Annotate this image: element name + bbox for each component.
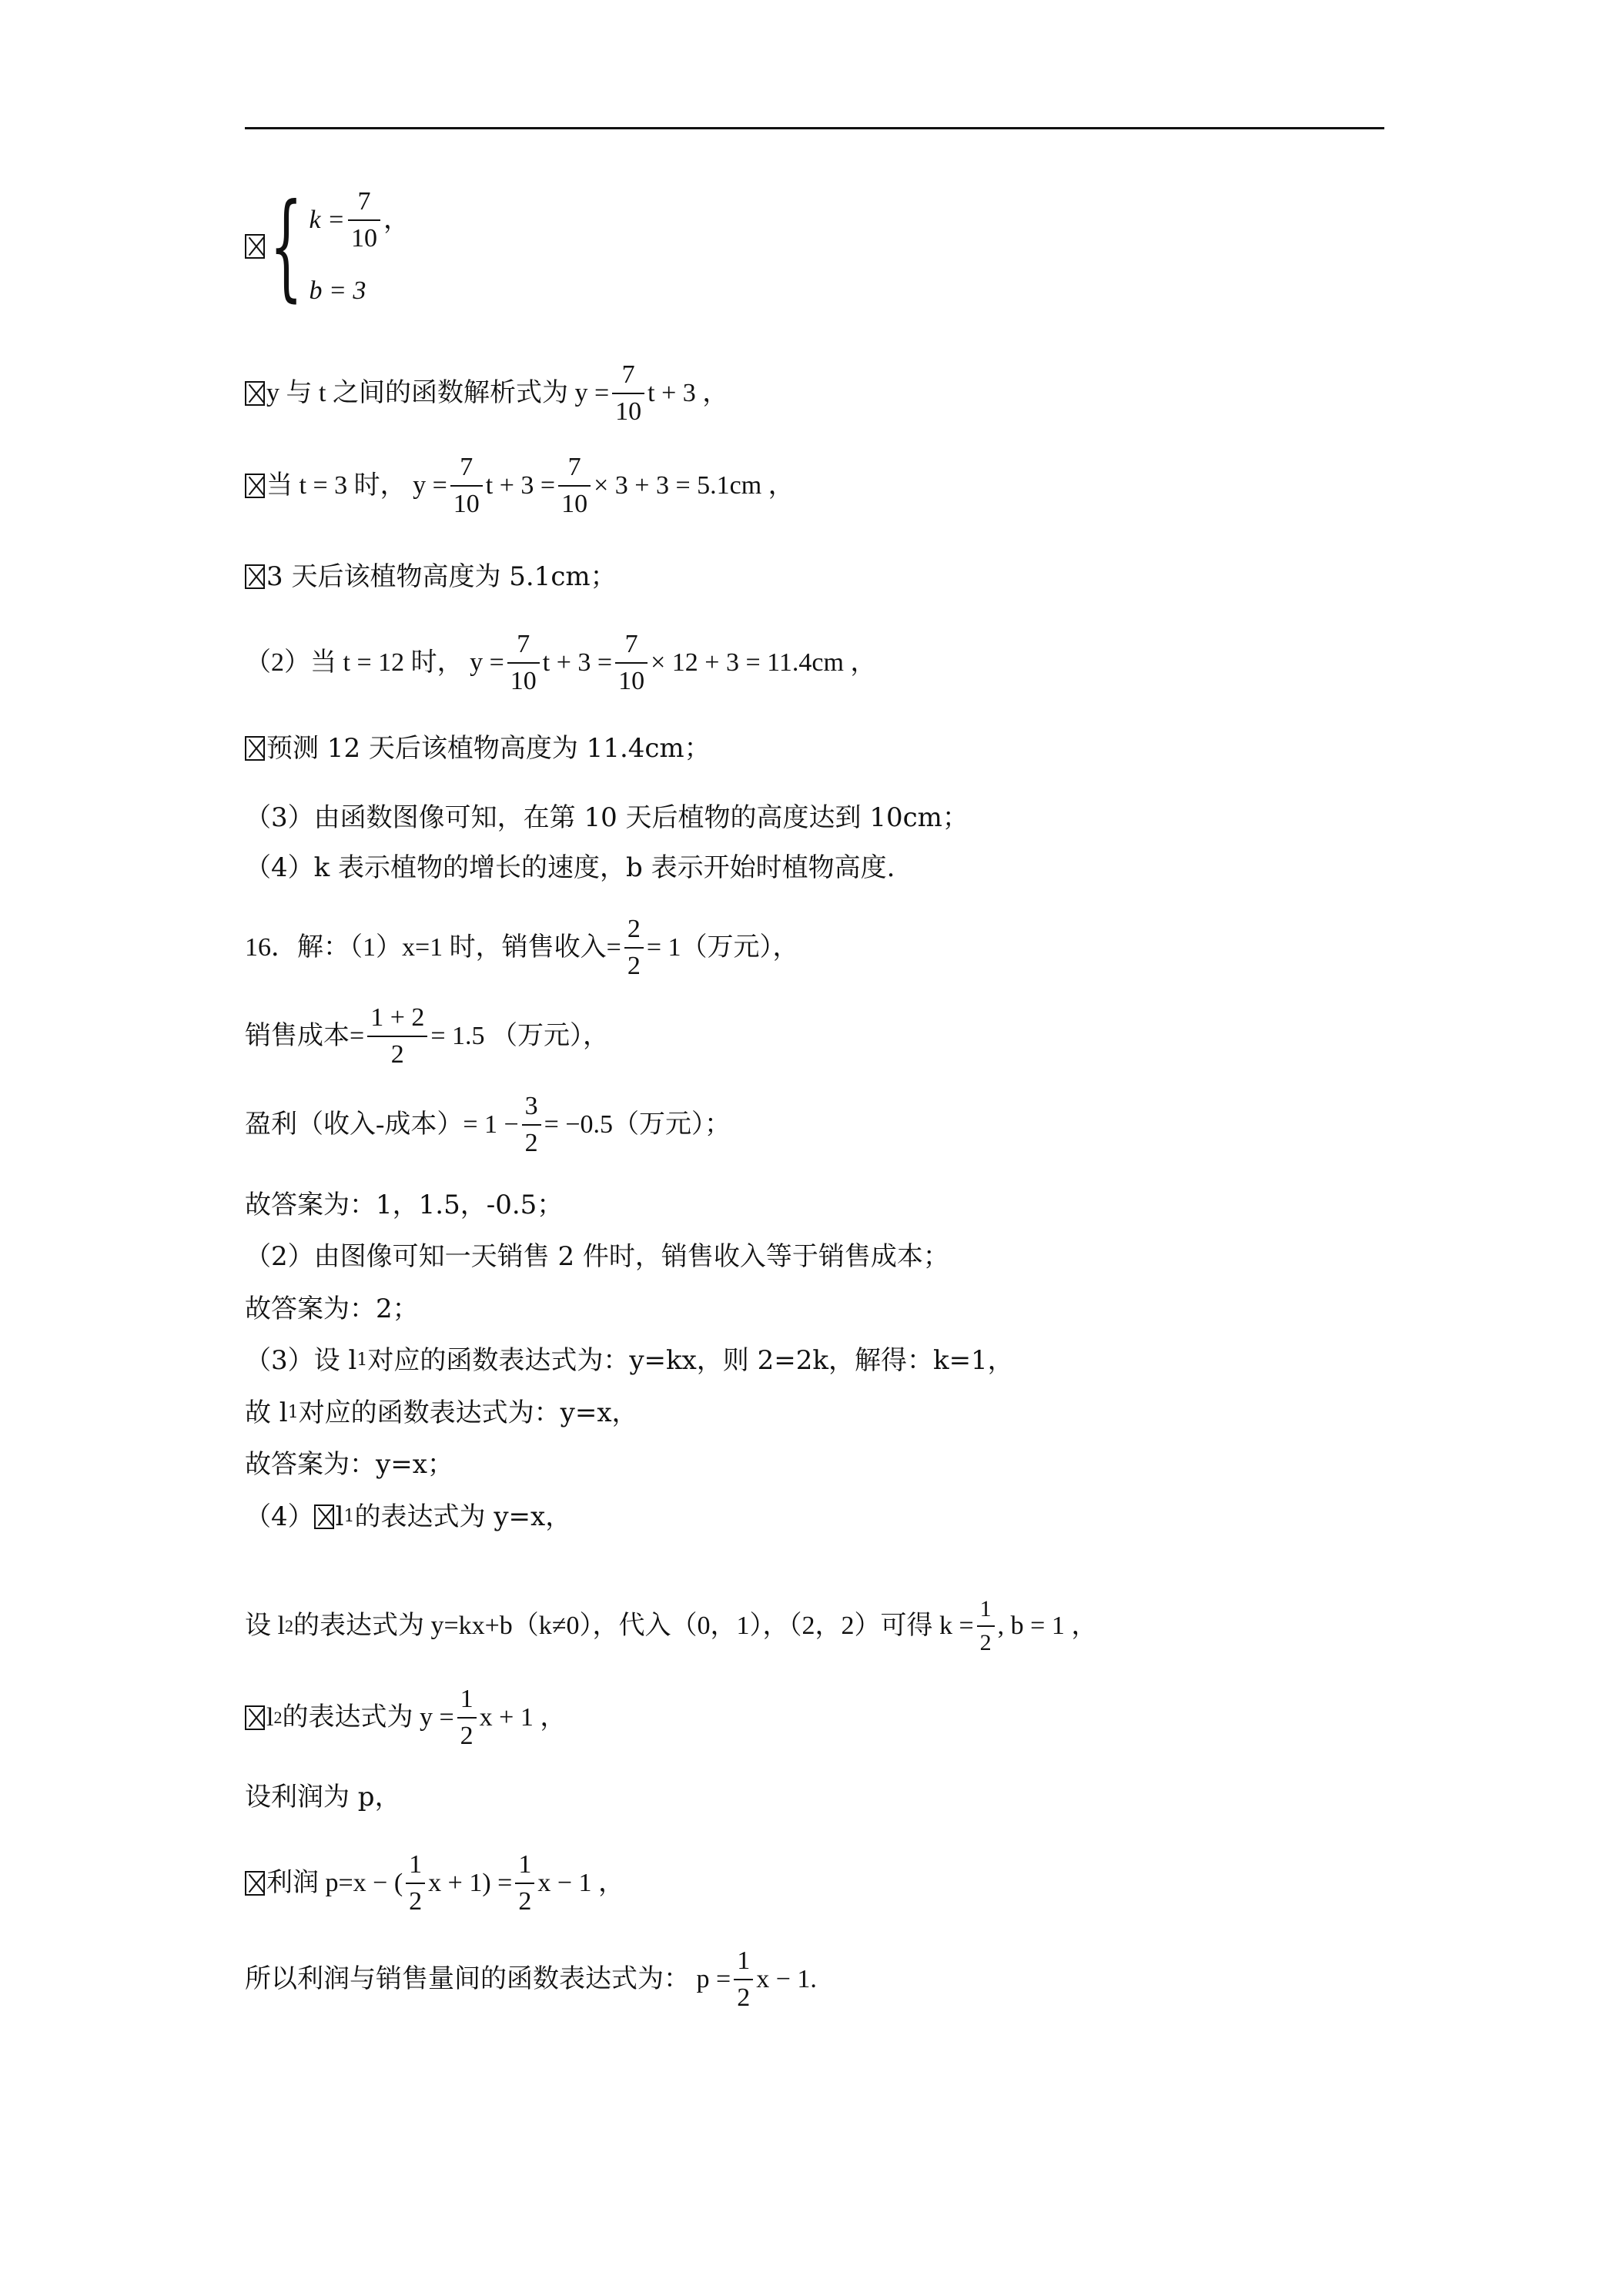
header-rule: [245, 127, 1384, 129]
profit-line: [245, 1093, 731, 1156]
text: 盈利（收入-成本）= 1 −: [245, 1110, 519, 1139]
fraction: [615, 631, 648, 694]
text: 设利润为 p，: [245, 1782, 401, 1812]
fraction-numerator: 1: [737, 1946, 751, 1975]
text: （3）设 l: [245, 1345, 357, 1376]
fraction-numerator: 1: [979, 1596, 992, 1622]
text: 所以利润与销售量间的函数表达式为： p =: [245, 1965, 731, 1993]
text: （3）由函数图像可知，在第 10 天后植物的高度达到 10cm；: [245, 802, 969, 833]
fraction-numerator: 2: [627, 915, 641, 943]
function-expression-line: [245, 362, 728, 425]
fraction: [612, 362, 644, 425]
text: x + 1) =: [428, 1869, 513, 1897]
fraction-numerator: 1: [518, 1850, 532, 1879]
answer-3-line: [245, 802, 969, 833]
answer-line: [245, 1192, 563, 1218]
fraction: [977, 1598, 995, 1655]
subscript: 2: [273, 1708, 283, 1727]
missing-glyph-icon: [245, 564, 265, 589]
fraction-numerator: 1: [460, 1685, 474, 1713]
fraction-numerator: 1 + 2: [370, 1003, 425, 1032]
prediction-line: [245, 733, 711, 764]
calc-t3-line: [245, 454, 795, 517]
missing-glyph-icon: [245, 474, 265, 498]
eq-b-value: b = 3: [309, 276, 366, 305]
subscript: 1: [356, 1350, 368, 1370]
missing-glyph-icon: [245, 736, 265, 761]
text: 故 l: [245, 1397, 288, 1428]
text: 故答案为：2；: [245, 1294, 419, 1324]
text: 的表达式为 y=kx+b（k≠0），代入（0，1），（2，2）可得 k =: [293, 1612, 974, 1640]
text: 设 l: [245, 1612, 285, 1640]
text: = 1.5 （万元），: [430, 1022, 610, 1050]
text: 的表达式为 y=x，: [354, 1501, 572, 1532]
fraction-denominator: 2: [627, 952, 641, 980]
part3-conclusion-line: [245, 1397, 638, 1428]
text: 16．解：（1）x=1 时，销售收入=: [245, 933, 621, 962]
text: 故答案为：1，1.5，-0.5；: [245, 1190, 564, 1220]
fraction-denominator: 2: [737, 1983, 751, 2012]
missing-glyph-icon: [314, 1504, 334, 1529]
fraction: [734, 1948, 753, 2011]
text: 预测 12 天后该植物高度为 11.4cm；: [266, 733, 711, 764]
text: x + 1 ，: [479, 1703, 567, 1732]
text: x − 1.: [756, 1965, 817, 1993]
text: , b = 1 ，: [997, 1612, 1098, 1640]
subscript: 2: [284, 1616, 293, 1635]
missing-glyph-icon: [245, 234, 265, 259]
text: （4）: [245, 1501, 314, 1532]
fraction-denominator: 10: [453, 490, 480, 518]
missing-glyph-icon: [245, 381, 265, 406]
fraction: [348, 189, 380, 252]
l2-expression-line: [245, 1686, 566, 1749]
fraction-numerator: 1: [409, 1850, 423, 1879]
text: 故答案为：y=x；: [245, 1449, 453, 1480]
eq-k-label: k =: [309, 206, 345, 234]
profit-calc-line: [245, 1852, 624, 1915]
text: （2）当 t = 12 时， y =: [245, 648, 504, 677]
equation-system: [309, 189, 410, 304]
text: 利润 p=x − (: [266, 1869, 403, 1897]
part3-line: [245, 1347, 1014, 1374]
fraction-numerator: 7: [624, 630, 638, 658]
text: 对应的函数表达式为：y=kx，则 2=2k，解得：k=1，: [367, 1345, 1014, 1376]
fraction: [515, 1852, 534, 1915]
fraction-denominator: 2: [390, 1040, 404, 1069]
fraction-denominator: 10: [561, 490, 588, 518]
fraction-numerator: 7: [567, 453, 581, 481]
equation-system-line: [245, 179, 410, 313]
text: × 3 + 3 = 5.1cm ，: [594, 471, 795, 500]
fraction: [624, 916, 644, 979]
fraction: [367, 1005, 427, 1068]
text: t + 3 =: [542, 648, 613, 677]
fraction-denominator: 10: [350, 224, 377, 253]
text: 的表达式为 y =: [282, 1703, 454, 1732]
fraction-denominator: 10: [618, 667, 645, 695]
fraction-numerator: 7: [517, 630, 530, 658]
fraction-numerator: 7: [460, 453, 474, 481]
fraction-numerator: 3: [524, 1092, 538, 1120]
fraction-denominator: 10: [510, 667, 537, 695]
final-expression-line: [245, 1948, 817, 2011]
fraction: [406, 1852, 425, 1915]
text: （4）k 表示植物的增长的速度，b 表示开始时植物高度.: [245, 852, 895, 883]
fraction-denominator: 2: [979, 1630, 992, 1655]
fraction-denominator: 2: [518, 1887, 532, 1916]
missing-glyph-icon: [245, 1871, 265, 1896]
fraction-denominator: 2: [524, 1129, 538, 1157]
fraction: [558, 454, 591, 517]
subscript: 1: [287, 1403, 299, 1422]
answer-line: [245, 1296, 419, 1322]
fraction: [457, 1686, 477, 1749]
text: t + 3 =: [485, 471, 556, 500]
subscript: 1: [343, 1507, 355, 1526]
fraction-denominator: 2: [409, 1887, 423, 1916]
text: 3 天后该植物高度为 5.1cm；: [266, 561, 617, 592]
q16-part1-line: [245, 916, 799, 979]
fraction-numerator: 7: [357, 187, 371, 216]
text: （2）由图像可知一天销售 2 件时，销售收入等于销售成本；: [245, 1241, 949, 1272]
left-brace: {: [269, 179, 303, 313]
text: 对应的函数表达式为：y=x，: [298, 1397, 638, 1428]
text: × 12 + 3 = 11.4cm ，: [651, 648, 877, 677]
text: l: [266, 1703, 274, 1732]
text: x − 1 ，: [537, 1869, 625, 1897]
fraction-denominator: 2: [460, 1722, 474, 1750]
answer-4-line: [245, 852, 895, 883]
text: = 1（万元），: [646, 933, 799, 962]
text: t + 3 ，: [648, 379, 729, 407]
part2-line: [245, 1243, 949, 1270]
profit-setup-line: [245, 1784, 401, 1810]
text: 当 t = 3 时， y =: [266, 471, 447, 500]
fraction: [522, 1093, 541, 1156]
answer-line: [245, 1451, 453, 1478]
text: y 与 t 之间的函数解析式为 y =: [266, 379, 610, 407]
fraction-denominator: 10: [615, 397, 642, 426]
fraction: [507, 631, 540, 694]
fraction: [450, 454, 483, 517]
comma: ，: [383, 206, 410, 234]
text: l: [335, 1501, 344, 1532]
part4-line: [245, 1501, 572, 1532]
l2-setup-line: [245, 1598, 1097, 1655]
text: = −0.5（万元）；: [544, 1110, 731, 1139]
cost-line: [245, 1005, 609, 1068]
calc-t12-line: [245, 631, 876, 694]
result-3days-line: [245, 561, 617, 592]
fraction-numerator: 7: [621, 360, 635, 389]
missing-glyph-icon: [245, 1705, 265, 1730]
text: 销售成本=: [245, 1022, 365, 1050]
